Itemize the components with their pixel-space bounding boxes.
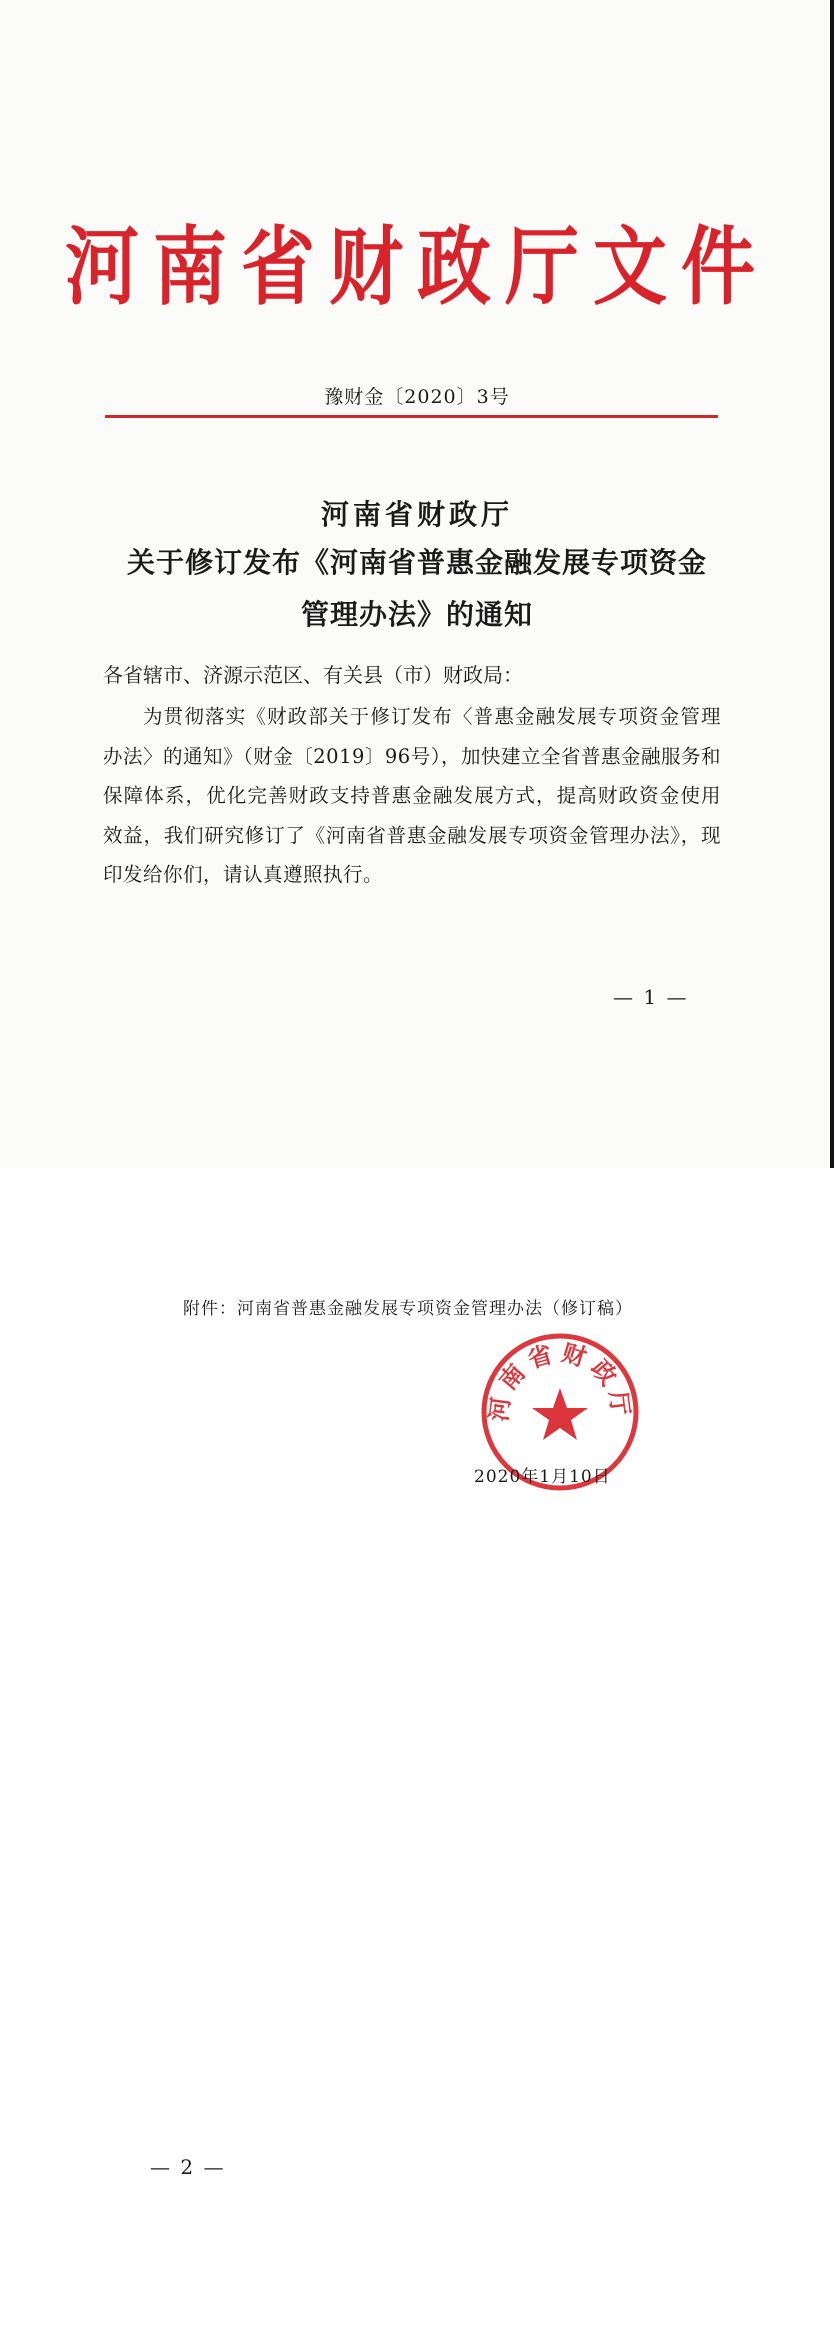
- body-paragraph: 为贯彻落实《财政部关于修订发布〈普惠金融发展专项资金管理办法〉的通知》（财金〔2019〕96号），加快建立全省普惠金融服务和保障体系，优化完善财政支持普惠金融发展方式，提高财政资金使用效益，我们研究修订了《河南省普惠金融发展专项资金管理办法》，现印发给你们，请认真遵照执行。: [103, 705, 721, 887]
- attachment-note: 附件：河南省普惠金融发展专项资金管理办法（修订稿）: [183, 1299, 633, 1319]
- page-2: [0, 1168, 834, 2345]
- document-number: 豫财金〔2020〕3号: [324, 386, 510, 408]
- svg-text:河南省财政厅: 河南省财政厅: [484, 1338, 636, 1423]
- seal-star: [532, 1388, 588, 1440]
- red-divider-line: [105, 415, 718, 418]
- notice-title-line-1: 河南省财政厅: [320, 498, 513, 531]
- letterhead-title: 河南省财政厅文件: [65, 218, 769, 318]
- scan-edge: [830, 0, 834, 1168]
- notice-title-line-3: 管理办法》的通知: [300, 598, 533, 631]
- page-number-2: — 2 —: [150, 2155, 226, 2179]
- signature-date: 2020年1月10日: [474, 1467, 611, 1487]
- page-1: [0, 0, 834, 1168]
- notice-title-line-2: 关于修订发布《河南省普惠金融发展专项资金: [126, 546, 707, 579]
- salutation: 各省辖市、济源示范区、有关县（市）财政局：: [103, 663, 523, 687]
- page-number-1: — 1 —: [613, 985, 689, 1009]
